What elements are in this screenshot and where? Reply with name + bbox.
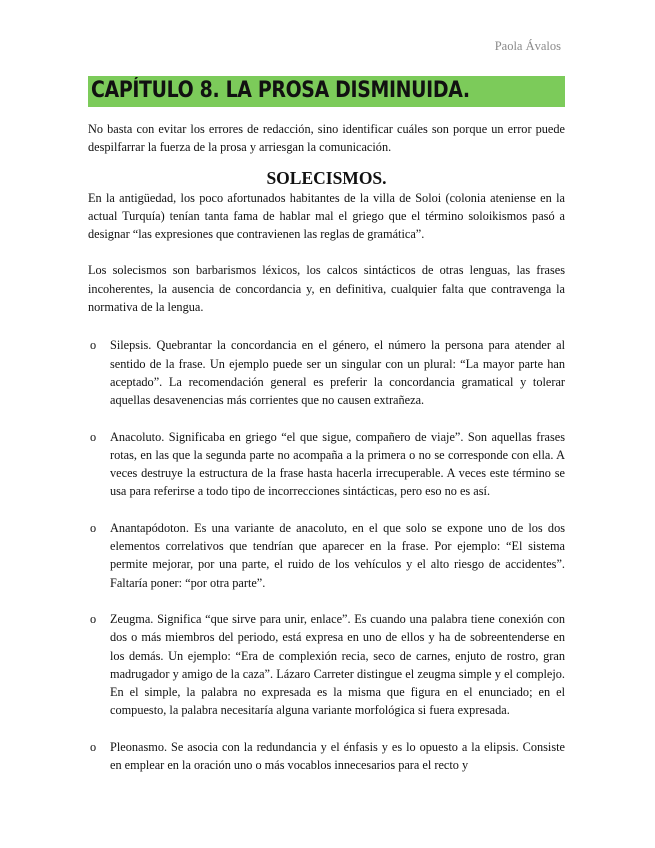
document-body: [88, 120, 565, 792]
list-item-silepsis: [88, 336, 565, 409]
solecism-list: [88, 336, 565, 774]
list-item-text: Silepsis. Quebrantar la concordancia en el género, el número la persona para atender al sentido de la frase. Un ejemplo puede ser un singular con un plural: “La mayor parte han aceptado”. La recomendación general es preferir la concordancia gramatical y tolerar aquellas desavenencias más corrientes que no causen extrañeza.: [110, 338, 565, 408]
list-item-text: Anacoluto. Significaba en griego “el que sigue, compañero de viaje”. Son aquellas frases rotas, en las que la segunda parte no acompaña a la primera o no se corresponde con ella. A veces destruye la estructura de la frase hasta hacerla irrecuperable. A veces este término se usa para referirse a todo tipo de incorrecciones sintácticas, pero eso no es así.: [110, 429, 565, 499]
list-item-text: Zeugma. Significa “que sirve para unir, enlace”. Es cuando una palabra tiene conexión con dos o más miembros del periodo, está expresa en uno de ellos y ha de sobreentenderse en los demás. Un ejemplo: “Era de complexión recia, seco de carnes, enjuto de rostro, gran madrugador y amigo de la caza”. Lázaro Carreter distingue el zeugma simple y el complejo. En el simple, la palabra no expresada es la misma que figura en el enunciado; en el compuesto, la palabra necesitaría alguna variante morfológica si fuera expresada.: [110, 611, 565, 718]
list-item-zeugma: [88, 610, 565, 720]
chapter-title: CAPÍTULO 8. LA PROSA DISMINUIDA.: [91, 78, 470, 103]
bullet-icon: o: [90, 739, 97, 754]
list-item-text: Anantapódoton. Es una variante de anacoluto, en el que solo se expone uno de los dos elementos correlativos que tendrían que aparecer en la frase. Por ejemplo: “El sistema permite mejorar, por una parte, el ruido de los vehículos y el alto riesgo de accidentes”. Faltaría poner: “por otra parte”.: [110, 520, 565, 590]
list-item-anacoluto: [88, 428, 565, 501]
bullet-icon: o: [90, 520, 97, 535]
author-header: Paola Ávalos: [494, 39, 561, 53]
list-item-anantapodoton: [88, 519, 565, 592]
intro-paragraph: No basta con evitar los errores de redacción, sino identificar cuáles son porque un error puede despilfarrar la fuerza de la prosa y arriesgan la comunicación.: [88, 122, 565, 155]
bullet-icon: o: [90, 611, 97, 626]
chapter-title-banner: [88, 76, 565, 107]
list-item-text: Pleonasmo. Se asocia con la redundancia y el énfasis y es lo opuesto a la elipsis. Consiste en emplear en la oración uno o más vocablos innecesarios para el recto y: [110, 739, 565, 773]
bullet-icon: o: [90, 338, 97, 353]
bullet-icon: o: [90, 429, 97, 444]
paragraph-definition: Los solecismos son barbarismos léxicos, los calcos sintácticos de otras lenguas, las frases incoherentes, la ausencia de concordancia y, en definitiva, cualquier falta que contravenga la normativa de la lengua.: [88, 263, 565, 315]
paragraph-soloi: En la antigüedad, los poco afortunados habitantes de la villa de Soloi (colonia ateniense en la actual Turquía) tenían tanta fama de hablar mal el griego que el término soloikismos pasó a designar “las expresiones que contravienen las reglas de gramática”.: [88, 190, 565, 242]
list-item-pleonasmo: [88, 738, 565, 775]
section-title: SOLECISMOS.: [266, 167, 387, 188]
